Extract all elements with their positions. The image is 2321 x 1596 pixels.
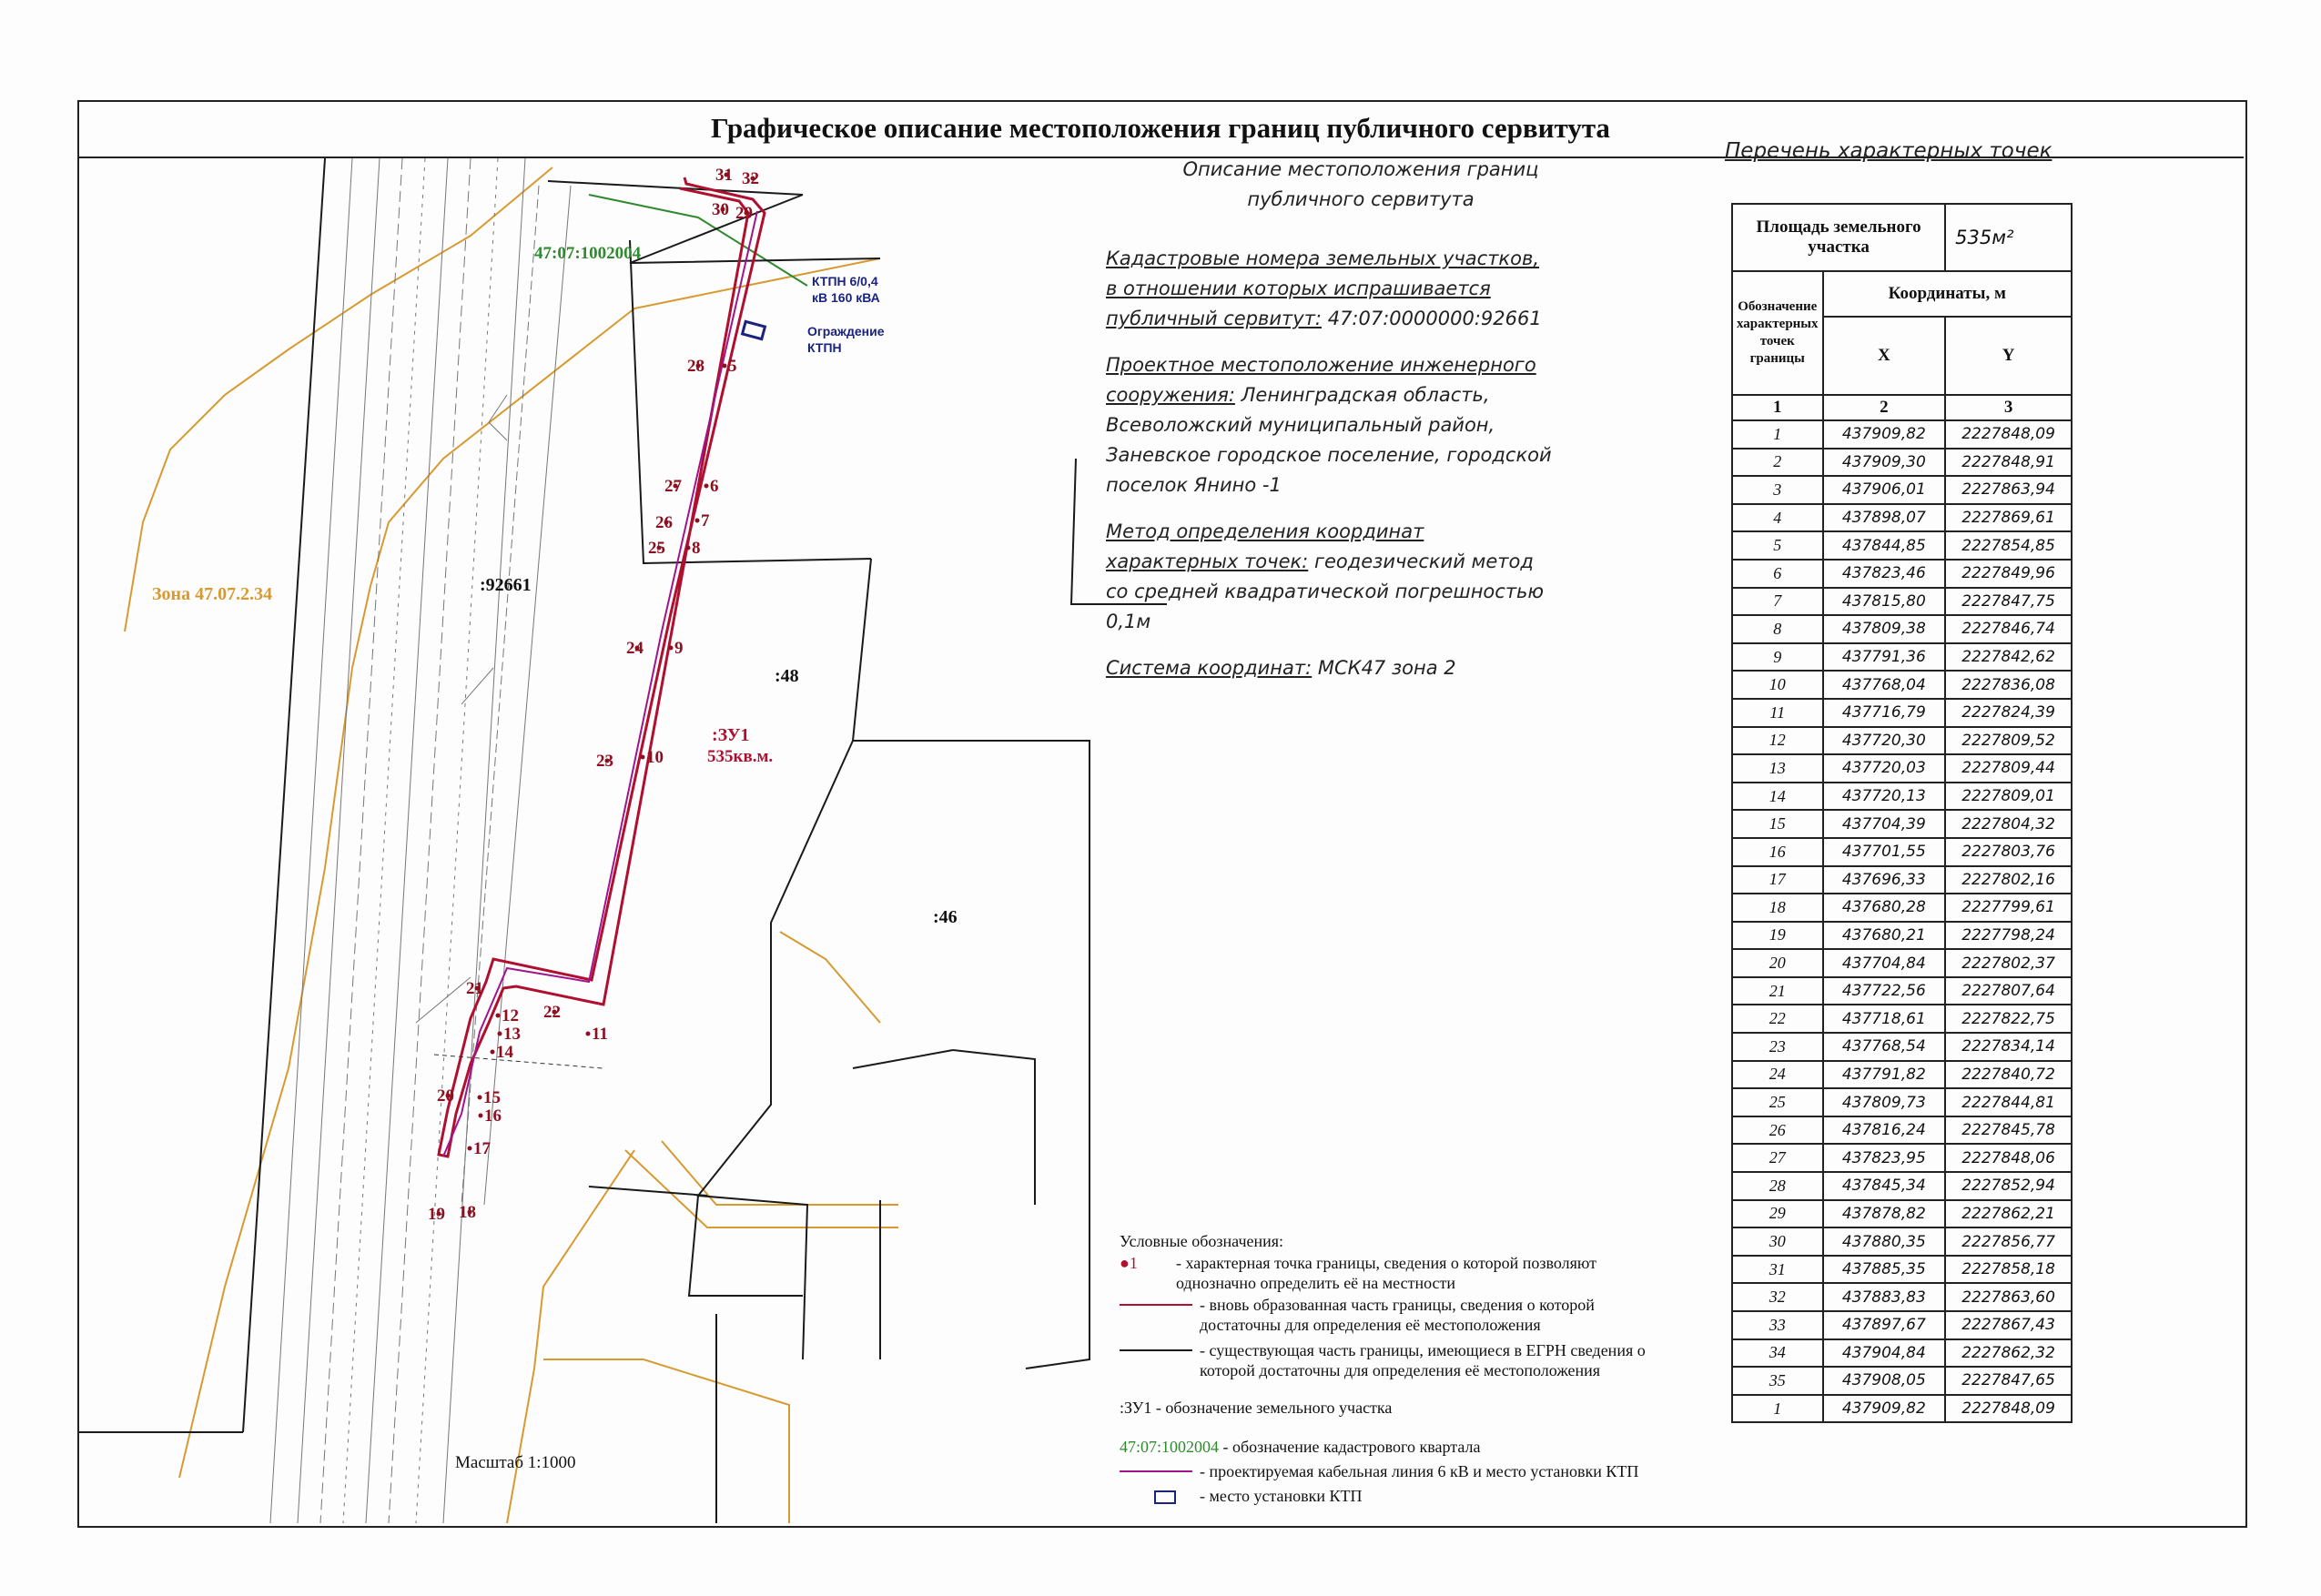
y-cell: 2227822,75 [1945,1005,2072,1033]
legend-cable-line-sample [1120,1470,1192,1472]
point-number-cell: 15 [1732,810,1823,838]
y-cell: 2227802,16 [1945,866,2072,894]
table-row [1732,1395,2072,1423]
map-scale: Масштаб 1:1000 [455,1453,576,1472]
y-cell: 2227809,52 [1945,727,2072,755]
col-num-1: 1 [1732,395,1823,420]
y-cell: 2227849,96 [1945,560,2072,588]
x-cell: 437909,30 [1823,449,1946,477]
boundary-point-label: 12 [502,1006,519,1025]
quarter-boundary [589,195,807,286]
point-number-cell: 14 [1732,783,1823,811]
point-number-cell: 22 [1732,1005,1823,1033]
area-label: Площадь земельного участка [1732,204,1945,271]
point-number-cell: 12 [1732,727,1823,755]
x-cell: 437898,07 [1823,504,1946,532]
x-cell: 437909,82 [1823,420,1946,449]
y-cell: 2227863,60 [1945,1283,2072,1311]
servitude-description [1106,155,1616,683]
x-cell: 437716,79 [1823,699,1946,727]
table-row [1732,1144,2072,1172]
legend-new-text-2: достаточны для определения её местоположения [1200,1316,1541,1334]
y-header: Y [1945,317,2072,395]
x-cell: 437816,24 [1823,1116,1946,1145]
points-table-caption: Перечень характерных точек [1725,139,2052,163]
table-row [1732,699,2072,727]
boundary-point-marker [491,1050,495,1055]
table-row [1732,1061,2072,1089]
point-number-cell: 11 [1732,699,1823,727]
area-value: 535м² [1945,204,2072,271]
point-number-cell: 21 [1732,977,1823,1005]
boundary-point-marker [669,646,674,651]
point-number-cell: 17 [1732,866,1823,894]
y-cell: 2227824,39 [1945,699,2072,727]
boundary-point-label: 30 [712,200,729,219]
x-cell: 437844,85 [1823,531,1946,560]
y-cell: 2227834,14 [1945,1033,2072,1061]
y-cell: 2227840,72 [1945,1061,2072,1089]
table-row [1732,977,2072,1005]
legend-quarter-sample: 47:07:1002004 [1120,1438,1220,1456]
table-row [1732,810,2072,838]
point-number-cell: 18 [1732,894,1823,922]
col-num-2: 2 [1823,395,1946,420]
y-cell: 2227846,74 [1945,615,2072,643]
table-row [1732,615,2072,643]
col-num-3: 3 [1945,395,2072,420]
zu1-area: 535кв.м. [707,747,774,766]
x-cell: 437791,36 [1823,643,1946,672]
point-number-cell: 6 [1732,560,1823,588]
x-cell: 437720,13 [1823,783,1946,811]
y-cell: 2227809,01 [1945,783,2072,811]
y-cell: 2227847,65 [1945,1367,2072,1395]
boundary-point-label: 22 [543,1003,561,1022]
fence-label-1: Ограждение [807,324,885,338]
point-number-cell: 35 [1732,1367,1823,1395]
x-header: X [1823,317,1946,395]
boundary-point-label: 21 [466,979,483,998]
boundary-point-label: 17 [473,1139,491,1158]
table-row [1732,1339,2072,1368]
table-row [1732,1256,2072,1284]
x-cell: 437815,80 [1823,588,1946,616]
boundary-point-marker [496,1014,501,1018]
boundary-point-marker [695,519,700,523]
point-number-cell: 30 [1732,1227,1823,1256]
fence-label-2: КТПН [807,340,842,355]
boundary-point-marker [641,755,645,760]
table-row [1732,894,2072,922]
x-cell: 437718,61 [1823,1005,1946,1033]
table-row [1732,1227,2072,1256]
y-cell: 2227809,44 [1945,754,2072,783]
legend-new-line-sample [1120,1304,1192,1306]
point-number-cell: 33 [1732,1311,1823,1339]
legend-new-text-1: - вновь образованная часть границы, сведения о которой [1200,1296,1595,1314]
cadastral-value: 47:07:0000000:92661 [1327,308,1542,329]
point-number-cell: 29 [1732,1200,1823,1228]
point-number-cell: 3 [1732,476,1823,504]
designation-header: Обозначение характерных точек границы [1732,271,1823,395]
x-cell: 437696,33 [1823,866,1946,894]
y-cell: 2227858,18 [1945,1256,2072,1284]
x-cell: 437908,05 [1823,1367,1946,1395]
point-number-cell: 1 [1732,420,1823,449]
point-number-cell: 9 [1732,643,1823,672]
point-number-cell: 26 [1732,1116,1823,1145]
y-cell: 2227803,76 [1945,838,2072,866]
cadastral-label-3: публичный сервитут: [1106,308,1323,329]
x-cell: 437823,46 [1823,560,1946,588]
location-label-2: сооружения: [1106,384,1235,406]
y-cell: 2227802,37 [1945,949,2072,977]
x-cell: 437680,28 [1823,894,1946,922]
point-number-cell: 28 [1732,1172,1823,1200]
legend-exist-line-sample [1120,1349,1192,1351]
x-cell: 437680,21 [1823,922,1946,950]
boundary-point-label: 31 [715,166,733,185]
point-number-cell: 5 [1732,531,1823,560]
method-value-3: 0,1м [1106,611,1151,632]
legend-ktp-sample [1154,1490,1176,1504]
table-row [1732,1033,2072,1061]
boundary-point-label: 9 [674,639,684,658]
point-number-cell: 1 [1732,1395,1823,1423]
x-cell: 437704,39 [1823,810,1946,838]
cadastral-label-2: в отношении которых испрашивается [1106,278,1491,299]
desc-heading-2: публичного сервитута [1247,188,1475,210]
x-cell: 437909,82 [1823,1395,1946,1423]
x-cell: 437906,01 [1823,476,1946,504]
parcel-92661-label: :92661 [480,575,532,595]
location-value-1: Ленинградская область, [1241,384,1490,406]
point-number-cell: 19 [1732,922,1823,950]
boundary-point-label: 28 [687,357,704,376]
table-row [1732,866,2072,894]
legend-point-text-2: однозначно определить её на местности [1176,1274,1456,1292]
ktpn-label-1: КТПН 6/0,4 [812,274,878,288]
ktpn-label-2: кВ 160 кВА [812,290,880,305]
system-value: МСК47 зона 2 [1317,657,1456,679]
legend-zu-text: - обозначение земельного участка [1155,1399,1393,1417]
location-value-2: Всеволожский муниципальный район, [1106,414,1495,436]
y-cell: 2227847,75 [1945,588,2072,616]
zu1-label: :ЗУ1 [712,725,750,745]
point-number-cell: 32 [1732,1283,1823,1311]
boundary-point-label: 15 [483,1088,501,1107]
zone-label: Зона 47.07.2.34 [152,584,273,604]
point-number-cell: 25 [1732,1088,1823,1116]
x-cell: 437845,34 [1823,1172,1946,1200]
y-cell: 2227844,81 [1945,1088,2072,1116]
point-number-cell: 2 [1732,449,1823,477]
boundary-point-label: 23 [596,752,613,771]
desc-heading-1: Описание местоположения границ [1182,158,1539,180]
table-row [1732,449,2072,477]
y-cell: 2227848,91 [1945,449,2072,477]
quarter-label: 47:07:1002004 [534,244,642,263]
x-cell: 437768,04 [1823,671,1946,699]
location-value-3: Заневское городское поселение, городской [1106,444,1552,466]
boundary-point-label: 24 [626,639,644,658]
boundary-point-label: 19 [428,1205,445,1224]
y-cell: 2227842,62 [1945,643,2072,672]
legend-point-sample: ●1 [1120,1254,1138,1272]
y-cell: 2227856,77 [1945,1227,2072,1256]
boundary-point-label: 11 [592,1025,608,1044]
legend-ktp-text: - место установки КТП [1200,1487,1363,1505]
method-value-2: со средней квадратической погрешностью [1106,581,1545,602]
table-row [1732,1005,2072,1033]
point-number-cell: 20 [1732,949,1823,977]
location-label-1: Проектное местоположение инженерного [1106,354,1536,376]
boundary-point-label: 27 [664,477,682,496]
y-cell: 2227848,06 [1945,1144,2072,1172]
table-row [1732,949,2072,977]
x-cell: 437791,82 [1823,1061,1946,1089]
legend-exist-text-1: - существующая часть границы, имеющиеся в ЕГРН сведения о [1200,1341,1646,1359]
x-cell: 437722,56 [1823,977,1946,1005]
y-cell: 2227862,32 [1945,1339,2072,1368]
table-row [1732,1172,2072,1200]
x-cell: 437720,30 [1823,727,1946,755]
cadastral-label-1: Кадастровые номера земельных участков, [1106,247,1540,269]
boundary-point-label: 26 [655,513,673,532]
x-cell: 437701,55 [1823,838,1946,866]
boundary-point-label: 13 [503,1025,521,1044]
x-cell: 437720,03 [1823,754,1946,783]
table-row [1732,531,2072,560]
point-number-cell: 23 [1732,1033,1823,1061]
cable-line [443,211,757,1157]
y-cell: 2227845,78 [1945,1116,2072,1145]
table-row [1732,1116,2072,1145]
method-label-2: характерных точек: [1106,551,1309,572]
table-row [1732,671,2072,699]
boundary-point-marker [686,546,691,551]
table-row [1732,560,2072,588]
table-row [1732,643,2072,672]
page-title: Графическое описание местоположения границ публичного сервитута [711,112,1610,144]
point-number-cell: 8 [1732,615,1823,643]
x-cell: 437823,95 [1823,1144,1946,1172]
table-row [1732,838,2072,866]
x-cell: 437904,84 [1823,1339,1946,1368]
legend-zu-sample: :ЗУ1 [1120,1399,1152,1417]
table-row [1732,588,2072,616]
y-cell: 2227863,94 [1945,476,2072,504]
boundary-point-label: 14 [496,1043,513,1062]
boundary-point-label: 16 [484,1106,502,1126]
table-row [1732,504,2072,532]
location-value-4: поселок Янино -1 [1106,474,1282,496]
legend-quarter-text: - обозначение кадастрового квартала [1222,1438,1481,1456]
x-cell: 437704,84 [1823,949,1946,977]
point-labels [428,158,785,1224]
boundary-point-label: 32 [742,169,759,188]
point-number-cell: 16 [1732,838,1823,866]
point-number-cell: 24 [1732,1061,1823,1089]
boundary-point-marker [498,1032,502,1036]
y-cell: 2227799,61 [1945,894,2072,922]
point-number-cell: 10 [1732,671,1823,699]
boundary-point-marker [723,364,727,369]
y-cell: 2227804,32 [1945,810,2072,838]
legend-exist-text-2: которой достаточны для определения её местоположения [1200,1361,1601,1379]
legend-cable-text: - проектируемая кабельная линия 6 кВ и место установки КТП [1200,1462,1639,1480]
table-row [1732,420,2072,449]
x-cell: 437809,73 [1823,1088,1946,1116]
x-cell: 437880,35 [1823,1227,1946,1256]
parcel-48-label: :48 [775,666,799,686]
table-row [1732,1283,2072,1311]
table-row [1732,1088,2072,1116]
legend-point-text-1: - характерная точка границы, сведения о которой позволяют [1176,1254,1596,1272]
coordinates-table [1731,203,2073,1423]
table-row [1732,727,2072,755]
x-cell: 437809,38 [1823,615,1946,643]
parcel-46-label: :46 [933,907,958,927]
point-number-cell: 4 [1732,504,1823,532]
y-cell: 2227807,64 [1945,977,2072,1005]
y-cell: 2227854,85 [1945,531,2072,560]
point-number-cell: 27 [1732,1144,1823,1172]
x-cell: 437768,54 [1823,1033,1946,1061]
y-cell: 2227836,08 [1945,671,2072,699]
method-value-1: геодезический метод [1313,551,1534,572]
boundary-point-label: 20 [437,1086,454,1106]
boundary-point-marker [478,1096,482,1100]
boundary-point-marker [479,1114,483,1118]
point-number-cell: 31 [1732,1256,1823,1284]
table-row [1732,922,2072,950]
y-cell: 2227848,09 [1945,420,2072,449]
zone-boundary [125,167,898,1523]
table-row [1732,1311,2072,1339]
site-map[interactable] [79,158,1262,1523]
table-row [1732,783,2072,811]
y-cell: 2227798,24 [1945,922,2072,950]
boundary-point-label: 18 [459,1203,476,1222]
topo-lines [270,158,571,1523]
y-cell: 2227852,94 [1945,1172,2072,1200]
boundary-point-label: 6 [710,477,719,496]
y-cell: 2227867,43 [1945,1311,2072,1339]
boundary-point-marker [586,1032,591,1036]
boundary-point-label: 5 [728,357,737,376]
x-cell: 437897,67 [1823,1311,1946,1339]
system-label: Система координат: [1106,657,1313,679]
table-row [1732,1367,2072,1395]
legend-title: Условные обозначения: [1120,1232,1284,1250]
boundary-point-marker [468,1146,472,1151]
boundary-point-label: 7 [701,511,710,530]
x-cell: 437883,83 [1823,1283,1946,1311]
ktp-site[interactable] [743,321,765,338]
y-cell: 2227862,21 [1945,1200,2072,1228]
coordinates-header: Координаты, м [1823,271,2073,317]
boundary-point-marker [704,484,709,489]
table-row [1732,1200,2072,1228]
y-cell: 2227869,61 [1945,504,2072,532]
point-number-cell: 7 [1732,588,1823,616]
x-cell: 437878,82 [1823,1200,1946,1228]
point-number-cell: 13 [1732,754,1823,783]
boundary-point-label: 25 [648,539,665,558]
y-cell: 2227848,09 [1945,1395,2072,1423]
x-cell: 437885,35 [1823,1256,1946,1284]
boundary-point-label: 8 [692,539,701,558]
point-number-cell: 34 [1732,1339,1823,1368]
table-row [1732,754,2072,783]
table-row [1732,476,2072,504]
boundary-point-label: 29 [735,204,753,223]
method-label-1: Метод определения координат [1106,520,1424,542]
boundary-point-label: 10 [646,748,664,767]
